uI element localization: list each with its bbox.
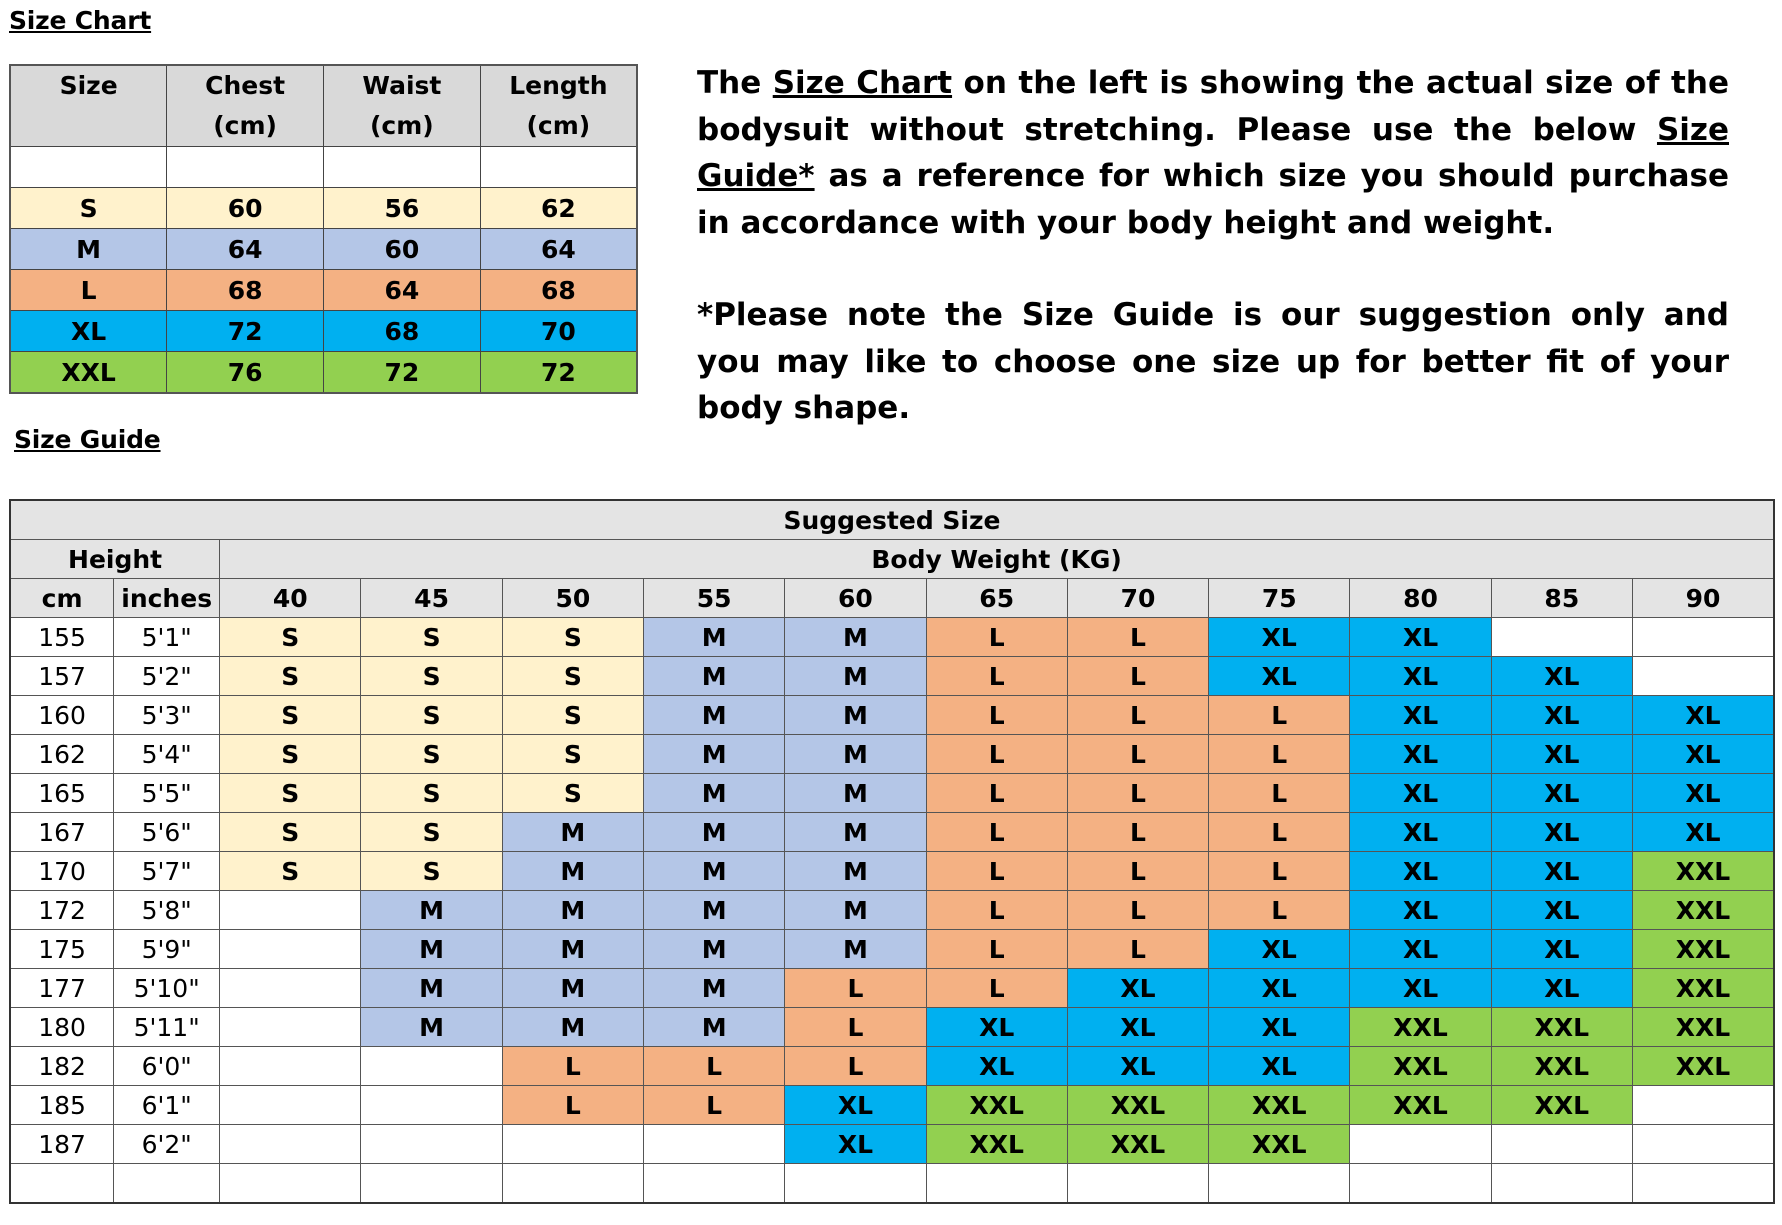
suggested-size-cell: L	[785, 1008, 926, 1047]
height-inches-cell: 5'3"	[114, 696, 220, 735]
suggested-size-cell	[361, 1047, 502, 1086]
suggested-size-cell: L	[1209, 813, 1350, 852]
suggested-size-cell: XL	[1491, 657, 1632, 696]
height-cm-cell: 170	[10, 852, 114, 891]
suggested-size-cell: M	[644, 813, 785, 852]
size-guide-row	[10, 969, 1774, 1008]
size-guide-row	[10, 735, 1774, 774]
suggested-size-cell: XL	[1350, 696, 1491, 735]
suggested-size-cell: M	[785, 813, 926, 852]
suggested-size-cell: L	[644, 1047, 785, 1086]
suggested-size-cell: XXL	[1067, 1086, 1208, 1125]
suggested-size-cell: XL	[1632, 696, 1774, 735]
size-guide-table	[9, 499, 1775, 1204]
size-chart-header-length: Length (cm)	[480, 65, 637, 147]
height-weight-row	[10, 540, 1774, 579]
height-inches-cell: 6'2"	[114, 1125, 220, 1164]
suggested-size-cell: XL	[1209, 1047, 1350, 1086]
size-chart-reference: Size Chart	[772, 65, 953, 101]
suggested-size-cell: XL	[1209, 657, 1350, 696]
suggested-size-cell: XL	[1491, 735, 1632, 774]
suggested-size-cell: XL	[1067, 1047, 1208, 1086]
suggested-size-cell: XL	[1632, 813, 1774, 852]
suggested-size-cell: XL	[1491, 930, 1632, 969]
suggested-size-cell: XXL	[1491, 1008, 1632, 1047]
size-chart-cell-waist: 56	[324, 188, 481, 229]
suggested-size-cell: L	[785, 969, 926, 1008]
suggested-size-cell: M	[361, 969, 502, 1008]
suggested-size-cell: S	[502, 774, 643, 813]
suggested-size-cell	[220, 1086, 361, 1125]
suggested-size-cell: L	[926, 813, 1067, 852]
inches-header: inches	[114, 579, 220, 618]
weight-header: 70	[1067, 579, 1208, 618]
suggested-size-cell	[361, 1125, 502, 1164]
size-guide-title: Size Guide	[14, 425, 161, 454]
size-chart-row	[10, 188, 637, 229]
height-inches-cell: 5'1"	[114, 618, 220, 657]
suggested-size-cell: XXL	[1632, 969, 1774, 1008]
suggested-size-cell: XL	[1209, 930, 1350, 969]
size-chart-cell-waist: 64	[324, 270, 481, 311]
size-guide-blank-row	[10, 1164, 1774, 1204]
size-chart-cell-size: M	[10, 229, 167, 270]
suggested-size-cell: L	[502, 1086, 643, 1125]
size-chart-title: Size Chart	[9, 6, 152, 35]
suggested-size-cell: L	[1067, 696, 1208, 735]
height-inches-cell: 5'4"	[114, 735, 220, 774]
suggested-size-cell: XL	[1491, 813, 1632, 852]
suggested-size-cell: S	[361, 813, 502, 852]
cm-header: cm	[10, 579, 114, 618]
suggested-size-cell: L	[926, 618, 1067, 657]
suggested-size-cell: XL	[1209, 618, 1350, 657]
suggested-size-cell: S	[502, 657, 643, 696]
suggested-size-cell	[644, 1125, 785, 1164]
suggested-size-cell: XXL	[1350, 1008, 1491, 1047]
suggested-size-cell: XXL	[1632, 930, 1774, 969]
suggested-size-cell: XXL	[926, 1086, 1067, 1125]
suggested-size-cell: M	[785, 774, 926, 813]
unit-weight-row	[10, 579, 1774, 618]
suggested-size-cell	[1491, 1125, 1632, 1164]
suggested-size-cell: L	[1209, 696, 1350, 735]
suggested-size-cell	[220, 1008, 361, 1047]
size-chart-cell-length: 68	[480, 270, 637, 311]
size-chart-cell-length: 72	[480, 352, 637, 394]
height-header: Height	[10, 540, 220, 579]
size-guide-row	[10, 1008, 1774, 1047]
suggested-size-cell: L	[1067, 618, 1208, 657]
suggested-size-cell: XL	[926, 1008, 1067, 1047]
suggested-size-cell: L	[1067, 813, 1208, 852]
suggested-size-cell	[1350, 1125, 1491, 1164]
weight-header: 75	[1209, 579, 1350, 618]
height-inches-cell: 5'2"	[114, 657, 220, 696]
size-chart-header-waist: Waist (cm)	[324, 65, 481, 147]
suggested-size-cell: M	[644, 696, 785, 735]
suggested-size-cell	[502, 1125, 643, 1164]
weight-header: 65	[926, 579, 1067, 618]
suggested-size-cell: S	[220, 618, 361, 657]
suggested-size-cell: L	[1067, 930, 1208, 969]
suggested-size-cell: M	[644, 852, 785, 891]
suggested-size-cell: S	[361, 657, 502, 696]
suggested-size-cell: XL	[1491, 969, 1632, 1008]
suggested-size-header: Suggested Size	[10, 500, 1774, 540]
suggested-size-cell: M	[785, 696, 926, 735]
suggested-size-cell: XXL	[1491, 1047, 1632, 1086]
suggested-size-cell	[1632, 1125, 1774, 1164]
suggested-size-cell: M	[644, 774, 785, 813]
size-chart-cell-chest: 76	[167, 352, 324, 394]
size-guide-row	[10, 1086, 1774, 1125]
suggested-size-cell: XXL	[1209, 1086, 1350, 1125]
height-inches-cell: 5'9"	[114, 930, 220, 969]
suggested-size-cell: M	[361, 1008, 502, 1047]
suggested-size-cell: M	[785, 852, 926, 891]
weight-header: 80	[1350, 579, 1491, 618]
suggested-size-cell: XXL	[1632, 891, 1774, 930]
suggested-size-cell: XL	[1209, 1008, 1350, 1047]
size-chart-row	[10, 229, 637, 270]
suggested-size-cell: XXL	[926, 1125, 1067, 1164]
size-guide-row	[10, 813, 1774, 852]
height-cm-cell: 162	[10, 735, 114, 774]
height-inches-cell: 5'10"	[114, 969, 220, 1008]
suggested-size-cell: M	[502, 1008, 643, 1047]
suggested-size-cell: M	[644, 618, 785, 657]
suggested-size-cell: L	[926, 930, 1067, 969]
suggested-size-cell: M	[785, 657, 926, 696]
suggested-size-cell	[1491, 618, 1632, 657]
size-chart-cell-length: 64	[480, 229, 637, 270]
suggested-size-cell: XL	[1350, 852, 1491, 891]
suggested-size-cell: XL	[1350, 813, 1491, 852]
suggested-size-cell: L	[502, 1047, 643, 1086]
suggested-size-cell: XXL	[1350, 1086, 1491, 1125]
size-chart-cell-waist: 68	[324, 311, 481, 352]
suggested-size-cell: XL	[1350, 930, 1491, 969]
suggested-size-cell: L	[1067, 735, 1208, 774]
suggested-size-cell: S	[502, 618, 643, 657]
suggested-size-cell: L	[1067, 891, 1208, 930]
suggested-size-cell: XL	[926, 1047, 1067, 1086]
size-chart-cell-waist: 72	[324, 352, 481, 394]
height-cm-cell: 155	[10, 618, 114, 657]
suggested-size-cell: XL	[1632, 774, 1774, 813]
size-chart-cell-size: XL	[10, 311, 167, 352]
suggested-size-cell	[1632, 657, 1774, 696]
suggested-size-cell	[220, 891, 361, 930]
size-guide-row	[10, 618, 1774, 657]
suggested-size-cell: L	[1067, 774, 1208, 813]
suggested-size-cell: L	[785, 1047, 926, 1086]
suggested-size-cell: L	[1209, 891, 1350, 930]
height-inches-cell: 5'11"	[114, 1008, 220, 1047]
size-guide-row	[10, 891, 1774, 930]
size-chart-blank-row	[10, 147, 637, 188]
suggested-size-cell: L	[1209, 852, 1350, 891]
suggested-size-cell: S	[361, 696, 502, 735]
suggested-size-cell: M	[644, 657, 785, 696]
size-chart-row	[10, 352, 637, 394]
height-cm-cell: 157	[10, 657, 114, 696]
suggested-size-cell: M	[502, 891, 643, 930]
suggested-size-cell	[1632, 618, 1774, 657]
suggested-size-cell: L	[1209, 774, 1350, 813]
suggested-size-cell: XXL	[1067, 1125, 1208, 1164]
suggested-size-cell: M	[785, 891, 926, 930]
suggested-size-cell	[220, 1047, 361, 1086]
suggested-size-cell: XL	[785, 1086, 926, 1125]
suggested-size-cell: M	[785, 735, 926, 774]
suggested-size-cell: L	[926, 774, 1067, 813]
suggested-size-cell: M	[785, 618, 926, 657]
size-chart-row	[10, 311, 637, 352]
height-inches-cell: 6'0"	[114, 1047, 220, 1086]
suggested-size-cell: S	[220, 657, 361, 696]
weight-header: 90	[1632, 579, 1774, 618]
size-guide-row	[10, 774, 1774, 813]
weight-header: 45	[361, 579, 502, 618]
suggested-size-cell: M	[644, 1008, 785, 1047]
size-guide-row	[10, 696, 1774, 735]
suggested-size-cell: L	[926, 735, 1067, 774]
suggested-size-cell	[220, 969, 361, 1008]
suggested-size-cell: XXL	[1491, 1086, 1632, 1125]
suggested-size-cell: M	[502, 930, 643, 969]
size-chart-cell-chest: 72	[167, 311, 324, 352]
suggested-size-cell: S	[361, 735, 502, 774]
suggested-size-cell: XL	[1350, 774, 1491, 813]
suggested-size-cell: M	[361, 930, 502, 969]
height-inches-cell: 6'1"	[114, 1086, 220, 1125]
suggested-size-cell: L	[926, 696, 1067, 735]
height-inches-cell: 5'5"	[114, 774, 220, 813]
suggested-size-cell: XL	[1350, 969, 1491, 1008]
weight-header: 50	[502, 579, 643, 618]
suggested-size-cell: S	[220, 735, 361, 774]
suggested-size-cell: L	[926, 657, 1067, 696]
suggested-size-cell: M	[502, 813, 643, 852]
suggested-size-cell: XL	[1067, 969, 1208, 1008]
suggested-size-cell: M	[644, 891, 785, 930]
size-chart-cell-length: 70	[480, 311, 637, 352]
size-chart-cell-length: 62	[480, 188, 637, 229]
suggested-size-cell: L	[1067, 852, 1208, 891]
suggested-size-cell: S	[502, 735, 643, 774]
size-guide-row	[10, 1047, 1774, 1086]
suggested-size-cell: S	[361, 774, 502, 813]
suggested-size-cell: XXL	[1350, 1047, 1491, 1086]
suggested-size-cell: M	[785, 930, 926, 969]
suggested-size-cell: XL	[785, 1125, 926, 1164]
size-chart-cell-chest: 64	[167, 229, 324, 270]
size-chart-cell-chest: 60	[167, 188, 324, 229]
suggested-size-cell: M	[502, 852, 643, 891]
height-cm-cell: 180	[10, 1008, 114, 1047]
suggested-size-cell: M	[361, 891, 502, 930]
height-cm-cell: 160	[10, 696, 114, 735]
size-guide-row	[10, 1125, 1774, 1164]
suggested-size-cell: S	[502, 696, 643, 735]
body-weight-header: Body Weight (KG)	[220, 540, 1774, 579]
suggested-size-cell: XXL	[1632, 852, 1774, 891]
size-chart-cell-size: L	[10, 270, 167, 311]
height-cm-cell: 182	[10, 1047, 114, 1086]
height-cm-cell: 165	[10, 774, 114, 813]
suggested-size-cell	[220, 930, 361, 969]
size-guide-row	[10, 930, 1774, 969]
height-cm-cell: 175	[10, 930, 114, 969]
size-chart-cell-chest: 68	[167, 270, 324, 311]
suggested-size-cell: S	[220, 696, 361, 735]
size-chart-header-row	[10, 65, 637, 147]
suggested-size-cell: XXL	[1209, 1125, 1350, 1164]
size-guide-reference: Size Guide*	[697, 111, 1729, 194]
size-chart-header-chest: Chest (cm)	[167, 65, 324, 147]
size-guide-row	[10, 657, 1774, 696]
size-chart-header-size: Size	[10, 65, 167, 147]
height-cm-cell: 185	[10, 1086, 114, 1125]
suggested-size-cell: XL	[1491, 891, 1632, 930]
weight-header: 55	[644, 579, 785, 618]
suggested-size-cell	[361, 1086, 502, 1125]
size-chart-cell-waist: 60	[324, 229, 481, 270]
size-guide-row	[10, 852, 1774, 891]
suggested-size-cell: XXL	[1632, 1047, 1774, 1086]
size-chart-row	[10, 270, 637, 311]
suggested-size-cell: M	[644, 969, 785, 1008]
suggested-size-cell: M	[644, 735, 785, 774]
suggested-size-cell: S	[361, 852, 502, 891]
suggested-size-cell: S	[220, 774, 361, 813]
suggested-size-cell	[1632, 1086, 1774, 1125]
suggested-size-cell: XL	[1067, 1008, 1208, 1047]
suggested-size-cell: S	[361, 618, 502, 657]
suggested-size-cell: L	[1209, 735, 1350, 774]
height-inches-cell: 5'7"	[114, 852, 220, 891]
weight-header: 85	[1491, 579, 1632, 618]
suggested-size-cell: M	[502, 969, 643, 1008]
suggested-size-cell: L	[1067, 657, 1208, 696]
suggested-size-cell	[220, 1125, 361, 1164]
suggested-size-cell: XL	[1209, 969, 1350, 1008]
height-cm-cell: 187	[10, 1125, 114, 1164]
height-inches-cell: 5'8"	[114, 891, 220, 930]
suggested-size-cell: XL	[1491, 852, 1632, 891]
suggested-size-cell: XL	[1350, 618, 1491, 657]
height-cm-cell: 167	[10, 813, 114, 852]
height-cm-cell: 172	[10, 891, 114, 930]
weight-header: 40	[220, 579, 361, 618]
suggested-size-cell: L	[926, 891, 1067, 930]
size-description	[697, 60, 1729, 432]
suggested-size-cell: L	[926, 969, 1067, 1008]
suggested-size-cell: S	[220, 813, 361, 852]
height-cm-cell: 177	[10, 969, 114, 1008]
suggested-size-cell: XL	[1632, 735, 1774, 774]
suggested-size-cell: XL	[1491, 696, 1632, 735]
description-paragraph: The Size Chart on the left is showing the actual size of the bodysuit without stretching. Please use the below Size Guide* as a reference for which size you should purchase in accordance with your body height and weight.	[697, 65, 1729, 241]
size-guide-note: *Please note the Size Guide is our suggestion only and you may like to choose one size up for better fit of your body shape.	[697, 297, 1729, 426]
weight-header: 60	[785, 579, 926, 618]
suggested-size-cell: M	[644, 930, 785, 969]
size-chart-table	[9, 64, 638, 394]
suggested-size-cell: L	[926, 852, 1067, 891]
suggested-size-cell: XL	[1350, 891, 1491, 930]
size-chart-cell-size: XXL	[10, 352, 167, 394]
suggested-size-cell: XL	[1350, 657, 1491, 696]
size-chart-cell-size: S	[10, 188, 167, 229]
suggested-size-cell: L	[644, 1086, 785, 1125]
height-inches-cell: 5'6"	[114, 813, 220, 852]
suggested-size-cell: S	[220, 852, 361, 891]
suggested-size-cell: XL	[1350, 735, 1491, 774]
suggested-size-cell: XL	[1491, 774, 1632, 813]
suggested-size-cell: XXL	[1632, 1008, 1774, 1047]
suggested-size-row	[10, 500, 1774, 540]
